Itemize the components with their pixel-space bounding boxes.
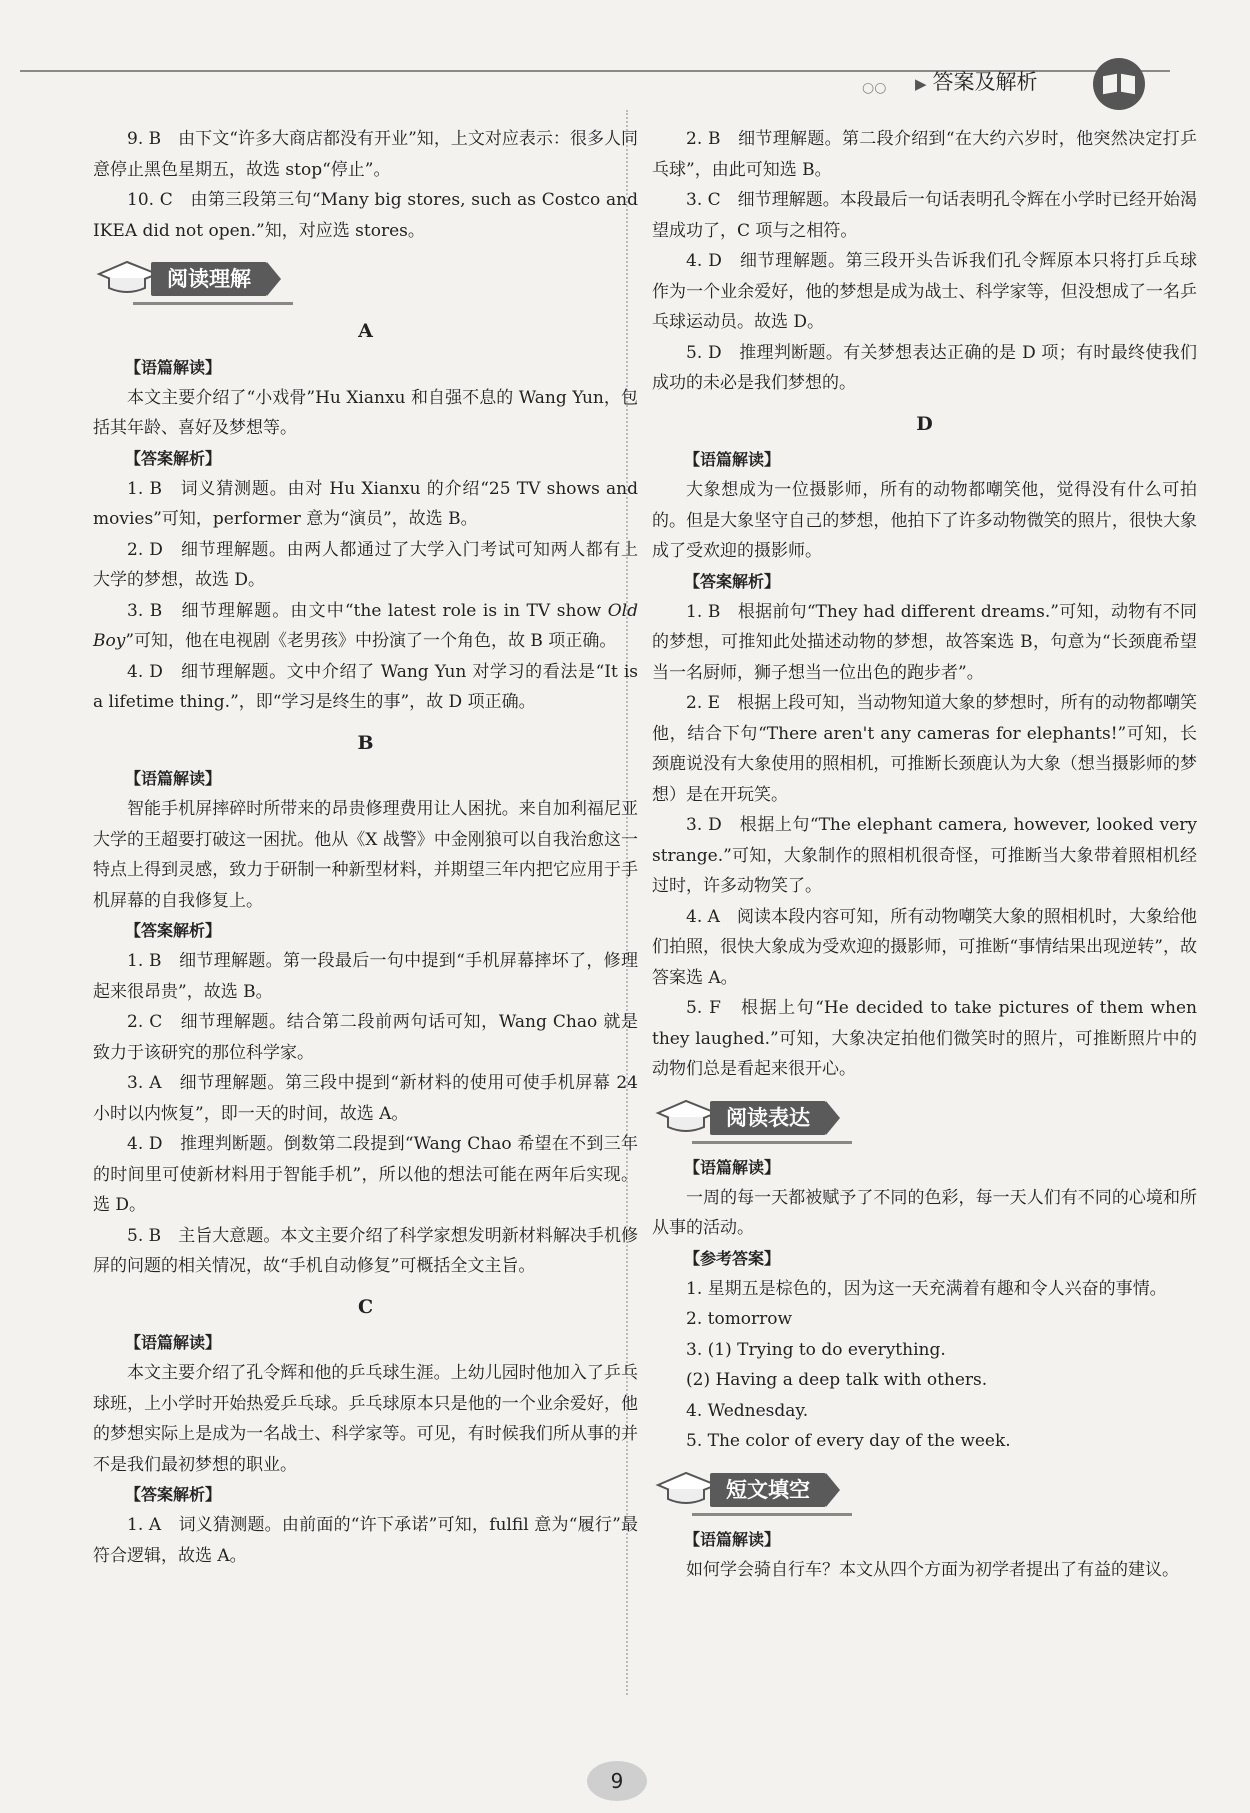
answer-item: 3. (1) Trying to do everything. bbox=[686, 1339, 946, 1360]
answer-item: 5. B 主旨大意题。本文主要介绍了科学家想发明新材料解决手机修屏的问题的相关情况，故“手机自动修复”可概括全文主旨。 bbox=[93, 1225, 638, 1276]
passage-summary: 如何学会骑自行车？本文从四个方面为初学者提出了有益的建议。 bbox=[686, 1559, 1179, 1580]
show-title: Old Boy bbox=[93, 600, 638, 651]
play-arrow-icon: ▶ bbox=[915, 75, 927, 93]
answer-text: ”可知，他在电视剧《老男孩》中扮演了一个角色，故 B 项正确。 bbox=[125, 631, 617, 651]
tag-answer-analysis: 【答案解析】 bbox=[125, 448, 222, 468]
section-label: 短文填空 bbox=[710, 1473, 826, 1507]
passage-summary: 大象想成为一位摄影师，所有的动物都嘲笑他，觉得没有什么可拍的。但是大象坚守自己的梦想，他拍下了许多动物微笑的照片，很快大象成了受欢迎的摄影师。 bbox=[652, 480, 1197, 561]
answer-item: 4. A 阅读本段内容可知，所有动物嘲笑大象的照相机时，大象给他们拍照，很快大象成为受欢迎的摄影师，可推断“事情结果出现逆转”，故答案选 A。 bbox=[652, 906, 1197, 988]
passage-summary: 本文主要介绍了孔令辉和他的乒乓球生涯。上幼儿园时他加入了乒乓球班，上小学时开始热爱乒乓球。乒乓球原本只是他的一个业余爱好，他的梦想实际上是成为一名战士、科学家等。可见，有时候我们所从事的并不是我们最初梦想的职业。 bbox=[93, 1363, 638, 1475]
answer-item: 4. D 细节理解题。第三段开头告诉我们孔令辉原本只将打乒乓球作为一个业余爱好，他的梦想是成为战士、科学家等，但没想成了一名乒乓球运动员。故选 D。 bbox=[652, 251, 1197, 332]
section-label: 阅读理解 bbox=[151, 262, 267, 296]
answer-item: 2. tomorrow bbox=[686, 1309, 793, 1329]
answer-item: 1. A 词义猜测题。由前面的“许下承诺”可知，fulfil 意为“履行”最符合逻辑，故选 A。 bbox=[93, 1515, 638, 1566]
tag-passage-reading: 【语篇解读】 bbox=[125, 357, 222, 377]
answer-item: 3. D 根据上句“The elephant camera, however, looked very strange.”可知，大象制作的照相机很奇怪，可推断当大象带着照相机经过时，许多动物笑了。 bbox=[652, 815, 1197, 896]
answer-item: 5. F 根据上句“He decided to take pictures of them when they laughed.”可知，大象决定拍他们微笑时的照片，可推断照片中的动物们总是看起来很开心。 bbox=[652, 998, 1197, 1079]
passage-letter-d: D bbox=[916, 412, 933, 435]
answer-item: 2. B 细节理解题。第二段介绍到“在大约六岁时，他突然决定打乒乓球”，由此可知选 B。 bbox=[652, 129, 1197, 180]
answer-item: 1. B 细节理解题。第一段最后一句中提到“手机屏幕摔坏了，修理起来很昂贵”，故选 B。 bbox=[93, 951, 638, 1002]
section-underline bbox=[692, 1141, 852, 1144]
header-title-box bbox=[915, 62, 1075, 102]
header-dots: ○○ bbox=[862, 80, 887, 96]
tag-reference-answer: 【参考答案】 bbox=[684, 1248, 781, 1268]
tag-answer-analysis: 【答案解析】 bbox=[125, 1485, 222, 1504]
answer-9: 9. B 由下文“许多大商店都没有开业”知，上文对应表示：很多人同意停止黑色星期五，故选 stop“停止”。 bbox=[93, 129, 638, 180]
tag-answer-analysis: 【答案解析】 bbox=[125, 921, 222, 940]
answer-10: 10. C 由第三段第三句“Many big stores, such as Costco and IKEA did not open.”知，对应选 stores。 bbox=[93, 190, 638, 241]
section-underline bbox=[692, 1513, 852, 1516]
answer-item: 5. The color of every day of the week. bbox=[686, 1431, 1011, 1451]
section-heading-reading bbox=[93, 252, 638, 306]
answer-item: 2. C 细节理解题。结合第二段前两句话可知，Wang Chao 就是致力于该研究的那位科学家。 bbox=[93, 1012, 638, 1063]
passage-summary: 智能手机屏摔碎时所带来的昂贵修理费用让人困扰。来自加利福尼亚大学的王超要打破这一困扰。他从《X 战警》中金刚狼可以自我治愈这一特点上得到灵感，致力于研制一种新型材料，并期望三年内把它应用于手机屏幕的自我修复上。 bbox=[93, 799, 638, 911]
passage-letter-a: A bbox=[358, 320, 373, 342]
answer-item bbox=[93, 596, 638, 657]
tag-passage-reading: 【语篇解读】 bbox=[684, 450, 781, 469]
section-underline bbox=[133, 302, 293, 305]
answer-item: 1. B 词义猜测题。由对 Hu Xianxu 的介绍“25 TV shows and movies”可知，performer 意为“演员”，故选 B。 bbox=[93, 478, 638, 529]
answer-item: 2. D 细节理解题。由两人都通过了大学入门考试可知两人都有上大学的梦想，故选 D。 bbox=[93, 539, 638, 590]
answer-item: 2. E 根据上段可知，当动物知道大象的梦想时，所有的动物都嘲笑他，结合下句“There aren't any cameras for elephants!”可知，长颈鹿说没有大象使用的照相机，可推断长颈鹿认为大象（想当摄影师的梦想）是在开玩笑。 bbox=[652, 693, 1197, 805]
passage-letter-b: B bbox=[357, 731, 374, 754]
tag-passage-reading: 【语篇解读】 bbox=[684, 1157, 781, 1177]
tag-passage-reading: 【语篇解读】 bbox=[125, 1333, 222, 1352]
answer-item: 3. C 细节理解题。本段最后一句话表明孔令辉在小学时已经开始渴望成功了，C 项与之相符。 bbox=[652, 190, 1197, 241]
tag-answer-analysis: 【答案解析】 bbox=[684, 571, 781, 591]
passage-letter-c: C bbox=[357, 1295, 374, 1318]
passage-summary: 本文主要介绍了“小戏骨”Hu Xianxu 和自强不息的 Wang Yun，包括其年龄、喜好及梦想等。 bbox=[93, 387, 638, 438]
answer-item: 5. D 推理判断题。有关梦想表达正确的是 D 项；有时最终使我们成功的未必是我们梦想的。 bbox=[652, 342, 1197, 393]
answer-item: 4. D 推理判断题。倒数第二段提到“Wang Chao 希望在不到三年的时间里可使新材料用于智能手机”，所以他的想法可能在两年后实现。选 D。 bbox=[93, 1134, 638, 1215]
header-title: 答案及解析 bbox=[932, 70, 1038, 94]
section-label: 阅读表达 bbox=[710, 1101, 826, 1135]
answer-item: 4. D 细节理解题。文中介绍了 Wang Yun 对学习的看法是“It is a lifetime thing.”，即“学习是终生的事”，故 D 项正确。 bbox=[93, 661, 638, 712]
answer-item: 1. B 根据前句“They had different dreams.”可知，动物有不同的梦想，可推知此处描述动物的梦想，故答案选 B，句意为“长颈鹿希望当一名厨师，狮子想当一位出色的跑步者”。 bbox=[652, 601, 1197, 683]
tag-passage-reading: 【语篇解读】 bbox=[684, 1529, 781, 1549]
page-number: 9 bbox=[587, 1761, 647, 1801]
section-heading-reading-expression bbox=[652, 1091, 1197, 1145]
answer-item: 1. 星期五是棕色的，因为这一天充满着有趣和令人兴奋的事情。 bbox=[686, 1278, 1167, 1299]
open-book-icon bbox=[1093, 58, 1145, 110]
right-column bbox=[652, 124, 1197, 1585]
answer-item: (2) Having a deep talk with others. bbox=[686, 1370, 988, 1390]
answer-item: 4. Wednesday. bbox=[686, 1400, 809, 1421]
answer-text: 3. B 细节理解题。由文中“the latest role is in TV show bbox=[127, 600, 608, 621]
section-heading-cloze bbox=[652, 1463, 1197, 1517]
passage-summary: 一周的每一天都被赋予了不同的色彩，每一天人们有不同的心境和所从事的活动。 bbox=[652, 1187, 1197, 1238]
tag-passage-reading: 【语篇解读】 bbox=[125, 769, 222, 788]
left-column bbox=[93, 124, 638, 1571]
answer-item: 3. A 细节理解题。第三段中提到“新材料的使用可使手机屏幕 24 小时以内恢复”，即一天的时间，故选 A。 bbox=[93, 1073, 638, 1124]
